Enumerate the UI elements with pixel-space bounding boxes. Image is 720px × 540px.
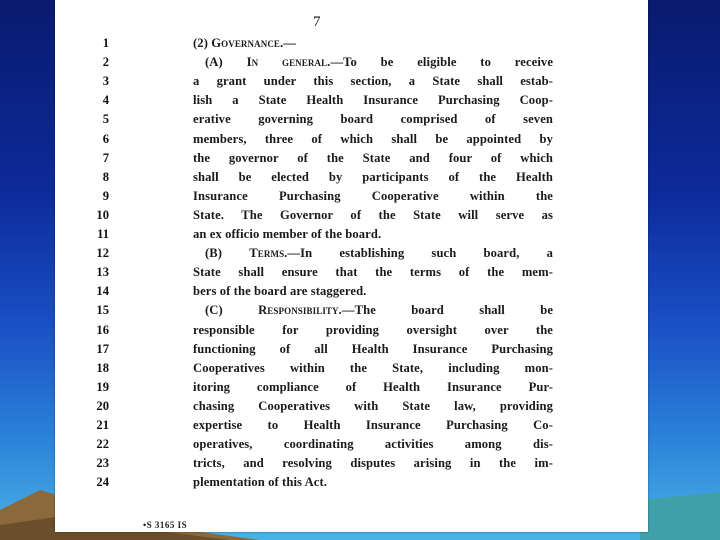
text-run: tricts, and resolving disputes arising in the im-: [193, 456, 553, 471]
text-run: —The board shall be: [341, 303, 554, 318]
document-line: [55, 437, 648, 455]
document-line: [55, 93, 648, 111]
line-text: [193, 380, 553, 395]
text-run: shall be elected by participants of the Health: [193, 169, 553, 184]
line-number: 6: [102, 131, 109, 146]
text-run: State. The Governor of the State will serve as: [193, 207, 553, 222]
bill-footer: •S 3165 IS: [143, 520, 188, 530]
line-text: [193, 151, 553, 166]
line-number: 5: [102, 112, 109, 127]
document-page: [55, 0, 648, 532]
line-text: [205, 303, 553, 318]
line-text: [193, 418, 553, 433]
text-run: —To be eligible to receive: [330, 55, 554, 70]
text-run: chasing Cooperatives with State law, providing: [193, 398, 553, 413]
text-run: erative governing board comprised of seven: [193, 112, 553, 127]
document-line: [55, 284, 648, 302]
line-text: [193, 437, 553, 452]
line-number: 2: [102, 55, 109, 70]
line-number: 17: [96, 341, 109, 356]
text-run: operatives, coordinating activities among dis-: [193, 437, 553, 452]
text-run: Insurance Purchasing Cooperative within the: [193, 188, 553, 203]
line-text: [193, 342, 553, 357]
document-line: [55, 399, 648, 417]
text-run: (B): [205, 246, 250, 261]
line-text: [193, 112, 553, 127]
line-text: [193, 227, 553, 242]
line-number: 8: [102, 169, 109, 184]
line-number: 19: [96, 379, 109, 394]
line-text: [193, 132, 553, 147]
text-run: (2): [193, 36, 212, 50]
text-run: bers of the board are staggered.: [193, 284, 367, 299]
section-heading: Governance.: [211, 36, 284, 50]
line-number: 21: [96, 418, 109, 432]
document-line: [55, 112, 648, 130]
document-line: [55, 475, 648, 493]
document-line: [55, 265, 648, 283]
line-number: 4: [102, 93, 109, 108]
document-line: [55, 456, 648, 474]
document-line: [55, 246, 648, 264]
line-number: 7: [102, 150, 109, 165]
line-number: 20: [96, 398, 109, 413]
text-run: (A): [205, 55, 247, 70]
line-text: [193, 170, 553, 185]
line-text: [193, 189, 553, 204]
section-heading: Terms.: [249, 246, 288, 261]
line-text: [193, 74, 553, 89]
text-run: an ex officio member of the board.: [193, 227, 382, 241]
text-run: State shall ensure that the terms of the mem-: [193, 265, 553, 280]
line-text: [193, 93, 553, 108]
document-line: [55, 189, 648, 207]
section-heading: In general.: [246, 55, 331, 70]
document-line: [55, 380, 648, 398]
document-line: [55, 303, 648, 321]
page-number: 7: [313, 14, 321, 30]
section-heading: Responsibility.: [258, 303, 342, 318]
line-text: [193, 36, 553, 51]
line-number: 13: [96, 265, 109, 280]
text-run: members, three of which shall be appointed by: [193, 131, 553, 146]
line-number: 9: [102, 188, 109, 203]
line-text: [205, 246, 553, 261]
document-line: [55, 36, 648, 54]
document-line: [55, 418, 648, 436]
line-number: 22: [96, 437, 109, 452]
text-run: —In establishing such board, a: [287, 246, 554, 261]
text-run: responsible for providing oversight over the: [193, 322, 553, 337]
line-number: 23: [96, 456, 109, 471]
line-number: 16: [96, 322, 109, 337]
document-line: [55, 170, 648, 188]
text-run: lish a State Health Insurance Purchasing Coop-: [193, 93, 553, 108]
document-line: [55, 361, 648, 379]
line-text: [193, 361, 553, 376]
line-text: [193, 399, 553, 414]
document-line: [55, 208, 648, 226]
text-run: functioning of all Health Insurance Purchasing: [193, 341, 553, 356]
text-run: itoring compliance of Health Insurance Pur-: [193, 379, 553, 394]
text-run: expertise to Health Insurance Purchasing Co-: [193, 418, 553, 432]
document-line: [55, 227, 648, 245]
text-run: the governor of the State and four of which: [193, 150, 553, 165]
line-text: [205, 55, 553, 70]
line-number: 15: [96, 303, 109, 318]
line-text: [193, 265, 553, 280]
document-line: [55, 323, 648, 341]
line-number: 10: [96, 207, 109, 222]
line-number: 14: [96, 284, 109, 299]
document-line: [55, 74, 648, 92]
line-number: 18: [96, 360, 109, 375]
line-number: 11: [97, 227, 109, 241]
line-text: [193, 208, 553, 223]
text-run: a grant under this section, a State shall estab-: [193, 74, 553, 89]
line-text: [193, 456, 553, 471]
line-text: [193, 475, 553, 490]
document-line: [55, 132, 648, 150]
line-text: [193, 323, 553, 338]
document-line: [55, 151, 648, 169]
document-line: [55, 55, 648, 73]
line-number: 3: [102, 74, 109, 89]
text-run: —: [283, 36, 296, 50]
document-line: [55, 342, 648, 360]
line-number: 12: [96, 246, 109, 261]
text-run: plementation of this Act.: [193, 475, 328, 490]
line-number: 1: [102, 36, 109, 50]
text-run: Cooperatives within the State, including mon-: [193, 360, 553, 375]
line-number: 24: [96, 475, 109, 490]
line-text: [193, 284, 553, 299]
text-run: (C): [205, 303, 259, 318]
